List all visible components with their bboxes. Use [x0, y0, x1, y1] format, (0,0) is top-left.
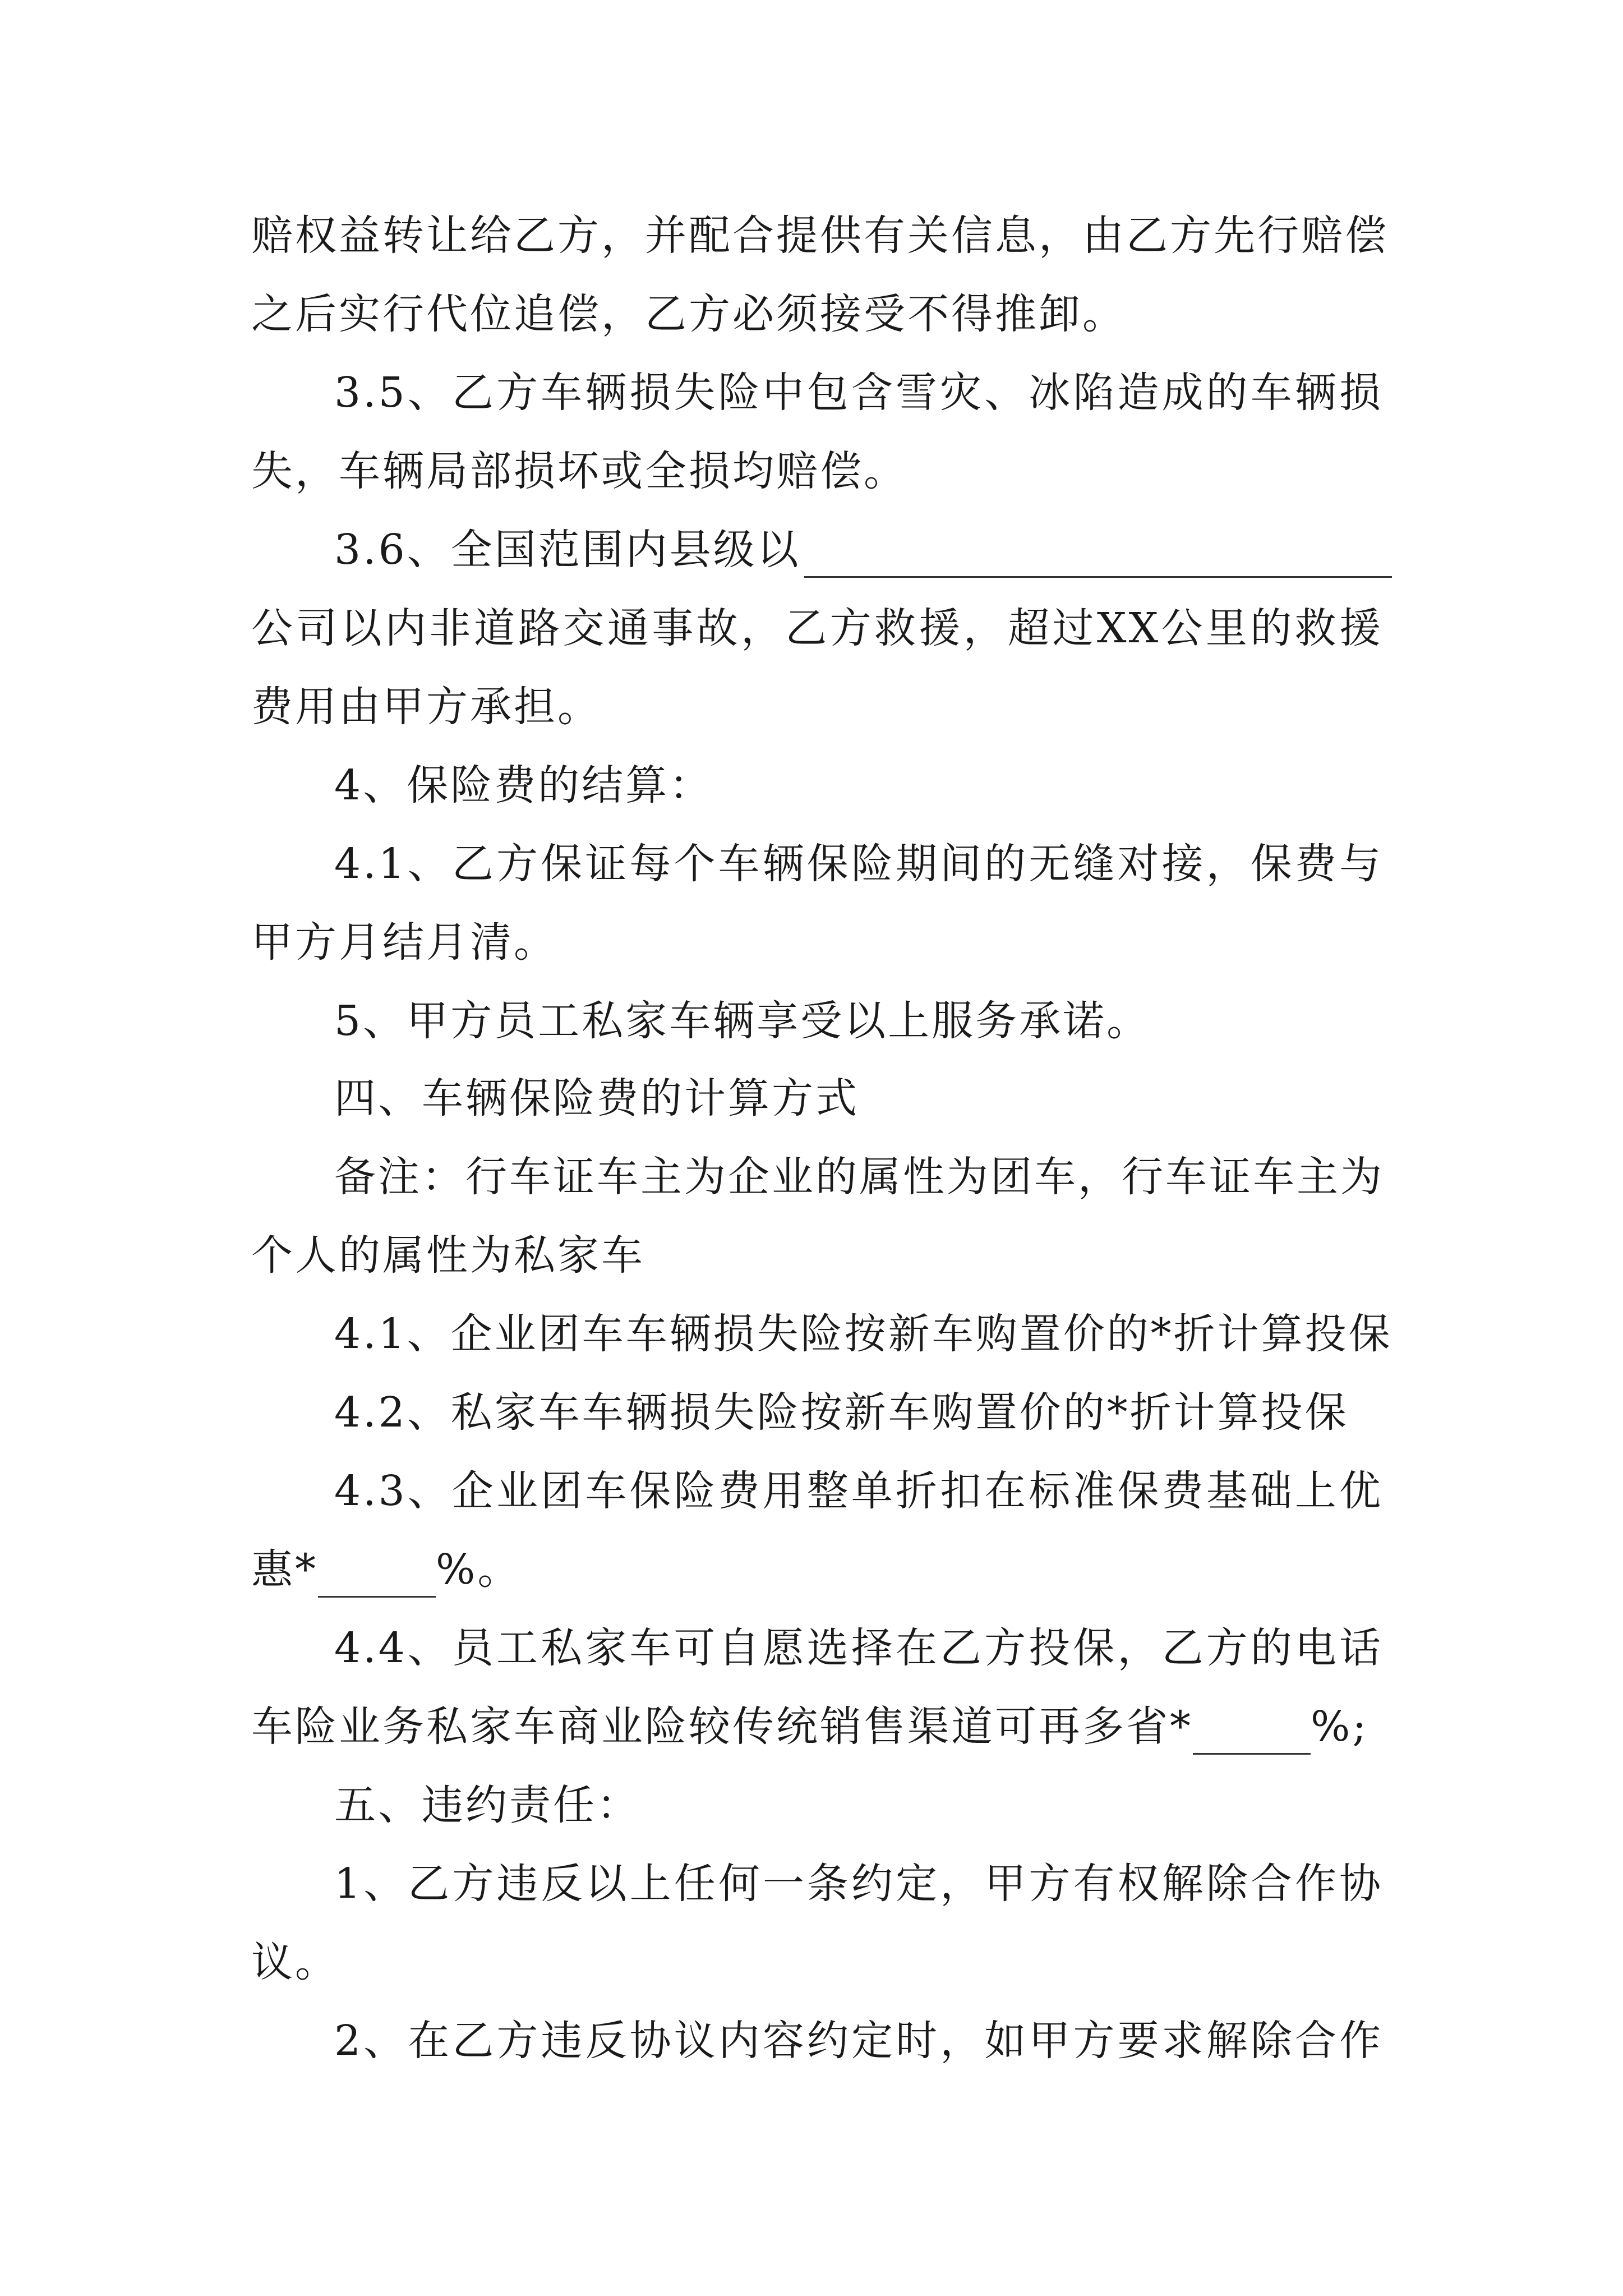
fill-in-blank [804, 537, 1392, 578]
text-line-with-blank [251, 1542, 1383, 1598]
text-line: 2、在乙方违反协议内容约定时，如甲方要求解除合作 [334, 2017, 1383, 2065]
text-line-with-blank [251, 522, 1383, 578]
text-line: 4.1、企业团车车辆损失险按新车购置价的*折计算投保 [334, 1310, 1393, 1358]
text-line: 失，车辆局部损坏或全损均赔偿。 [251, 447, 907, 495]
text-line: 4.1、乙方保证每个车辆保险期间的无缝对接，保费与 [334, 840, 1383, 888]
text-line: 3.5、乙方车辆损失险中包含雪灾、冰陷造成的车辆损 [334, 369, 1383, 417]
text-line: 4.3、企业团车保险费用整单折扣在标准保费基础上优 [334, 1467, 1383, 1515]
text-line: 个人的属性为私家车 [251, 1231, 645, 1280]
section-heading: 4、保险费的结算： [334, 761, 713, 809]
text-fragment: 车险业务私家车商业险较传统销售渠道可再多省* [251, 1703, 1193, 1751]
text-line: 5、甲方员工私家车辆享受以上服务承诺。 [334, 997, 1151, 1045]
text-line: 议。 [251, 1938, 339, 1986]
text-line: 公司以内非道路交通事故，乙方救援，超过XX公里的救援 [251, 604, 1383, 652]
fill-in-blank [1193, 1717, 1311, 1755]
text-line: 4.2、私家车车辆损失险按新车购置价的*折计算投保 [334, 1388, 1349, 1437]
text-line: 之后实行代位追偿，乙方必须接受不得推卸。 [251, 290, 1126, 338]
text-line-with-blank [251, 1699, 1383, 1755]
section-heading: 四、车辆保险费的计算方式 [334, 1074, 859, 1122]
text-fragment: %。 [436, 1545, 522, 1594]
text-fragment: 3.6、全国范围内县级以 [334, 526, 801, 574]
section-heading: 五、违约责任： [334, 1781, 640, 1829]
text-line: 甲方月结月清。 [251, 918, 557, 967]
text-line: 备注：行车证车主为企业的属性为团车，行车证车主为 [334, 1153, 1384, 1201]
text-line: 1、乙方违反以上任何一条约定，甲方有权解除合作协 [334, 1860, 1383, 1908]
text-line: 费用由甲方承担。 [251, 683, 601, 731]
text-fragment: 惠* [251, 1545, 318, 1594]
text-line: 4.4、员工私家车可自愿选择在乙方投保，乙方的电话 [334, 1624, 1383, 1672]
fill-in-blank [318, 1560, 436, 1598]
text-fragment: %; [1311, 1703, 1369, 1751]
text-line: 赔权益转让给乙方，并配合提供有关信息，由乙方先行赔偿 [251, 211, 1389, 260]
